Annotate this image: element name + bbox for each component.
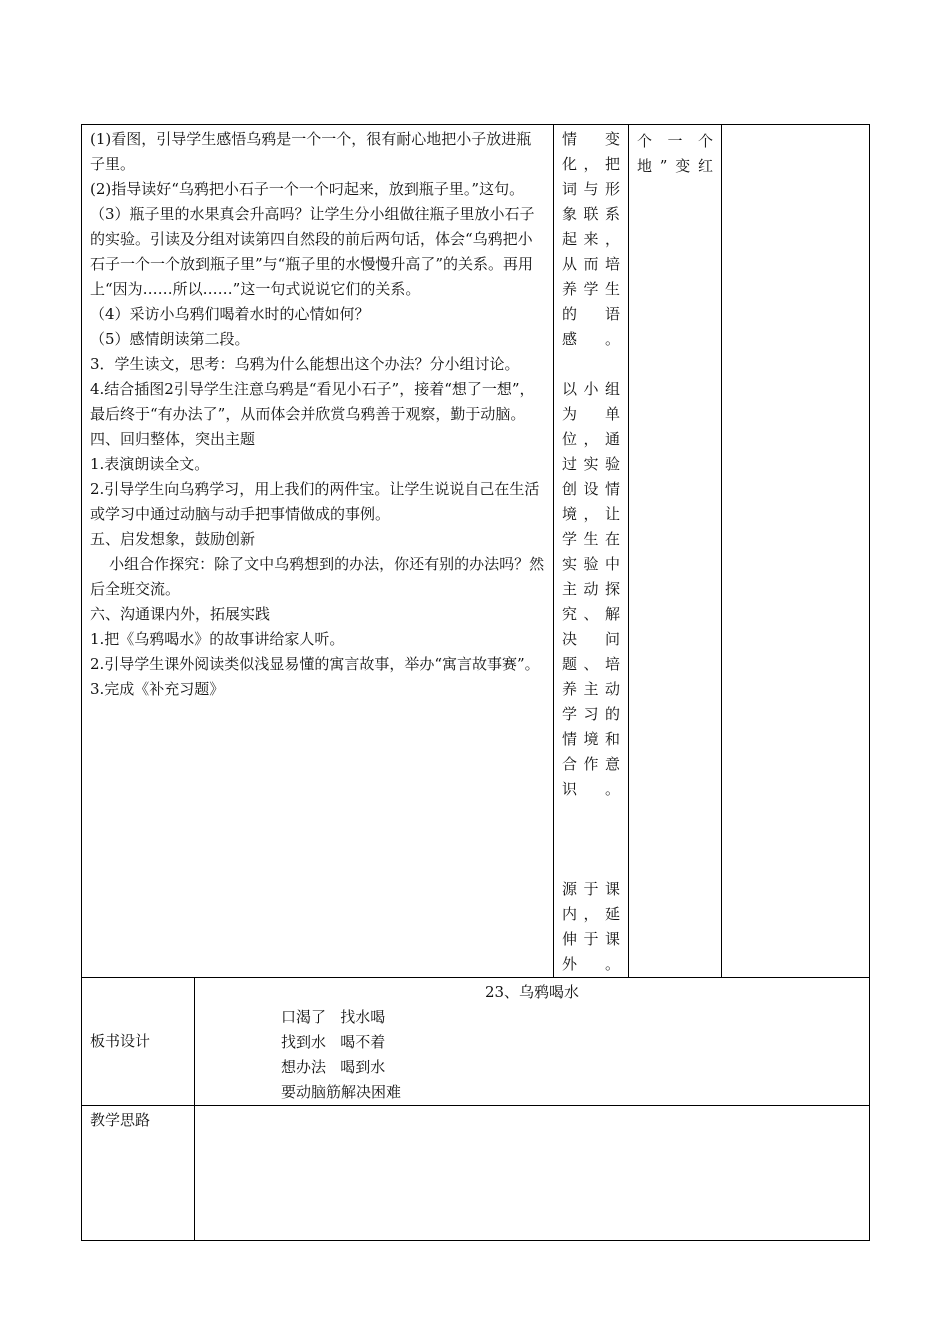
board-line: 找到水 喝不着	[281, 1033, 386, 1051]
procedure-line: （4）采访小乌鸦们喝着水时的心情如何？	[90, 305, 370, 323]
procedure-line: 小组合作探究：除了文中乌鸦想到的办法，你还有别的办法吗？然后全班交流。	[90, 555, 545, 598]
procedure-line: 3.完成《补充习题》	[90, 680, 225, 698]
procedure-line: 4.结合插图2引导学生注意乌鸦是“看见小石子”，接着“想了一想”，最后终于“有办法了”，从而体会并欣赏乌鸦善于观察，勤于动脑。	[90, 380, 535, 423]
procedure-line: （3）瓶子里的水果真会升高吗？让学生分小组做往瓶子里放小石子的实验。引读及分组对读第四自然段的前后两句话，体会“乌鸦把小石子一个一个放到瓶子里”与“瓶子里的水慢慢升高了”的关系。再用上“因为……所以……”这一句式说说它们的关系。	[90, 205, 535, 298]
section-heading: 四、回归整体，突出主题	[90, 430, 256, 448]
board-design-cell	[195, 978, 870, 1106]
board-line: 要动脑筋解决困难	[281, 1083, 402, 1101]
board-design-row	[82, 978, 870, 1106]
procedure-line: (1)看图，引导学生感悟乌鸦是一个一个，很有耐心地把小子放进瓶子里。	[90, 130, 532, 173]
procedure-line: 2.引导学生向乌鸦学习，用上我们的两件宝。让学生说说自己在生活或学习中通过动脑与动手把事情做成的事例。	[90, 480, 540, 523]
procedure-line: 2.引导学生课外阅读类似浅显易懂的寓言故事，举办“寓言故事赛”。	[90, 655, 540, 673]
teaching-thinking-cell	[195, 1106, 870, 1241]
design-note: 情变化，把词与形象联系起来，从而培养学生的语感。	[562, 130, 621, 348]
procedure-line: (2)指导读好“乌鸦把小石子一个一个叼起来，放到瓶子里。”这句。	[90, 180, 525, 198]
procedure-line: （5）感情朗读第二段。	[90, 330, 250, 348]
board-design-label: 板书设计	[82, 978, 195, 1106]
teaching-thinking-row	[82, 1106, 870, 1241]
board-line: 口渴了 找水喝	[281, 1008, 386, 1026]
procedure-line: 1.表演朗读全文。	[90, 455, 210, 473]
design-note: 源于课内，延伸于课外。	[562, 880, 621, 973]
board-line: 想办法 喝到水	[281, 1058, 386, 1076]
procedure-line: 1.把《乌鸦喝水》的故事讲给家人听。	[90, 630, 345, 648]
procedure-line: 3．学生读文，思考：乌鸦为什么能想出这个办法？分小组讨论。	[90, 355, 520, 373]
empty-cell	[722, 125, 870, 978]
section-heading: 五、启发想象，鼓励创新	[90, 530, 256, 548]
procedure-row	[82, 125, 870, 978]
design-note: 以小组为单位，通过实验创设情境，让学生在实验中主动探究、解决问题、培养主动学习的情境和合作意识。	[562, 380, 621, 798]
lesson-plan-table	[81, 124, 870, 1241]
modification-note: 个一个地”变红	[637, 132, 714, 175]
teaching-thinking-label: 教学思路	[82, 1106, 195, 1241]
design-notes-cell	[554, 125, 629, 978]
modification-cell	[629, 125, 722, 978]
board-title: 23、乌鸦喝水	[484, 983, 580, 1001]
section-heading: 六、沟通课内外，拓展实践	[90, 605, 271, 623]
procedure-cell	[82, 125, 554, 978]
